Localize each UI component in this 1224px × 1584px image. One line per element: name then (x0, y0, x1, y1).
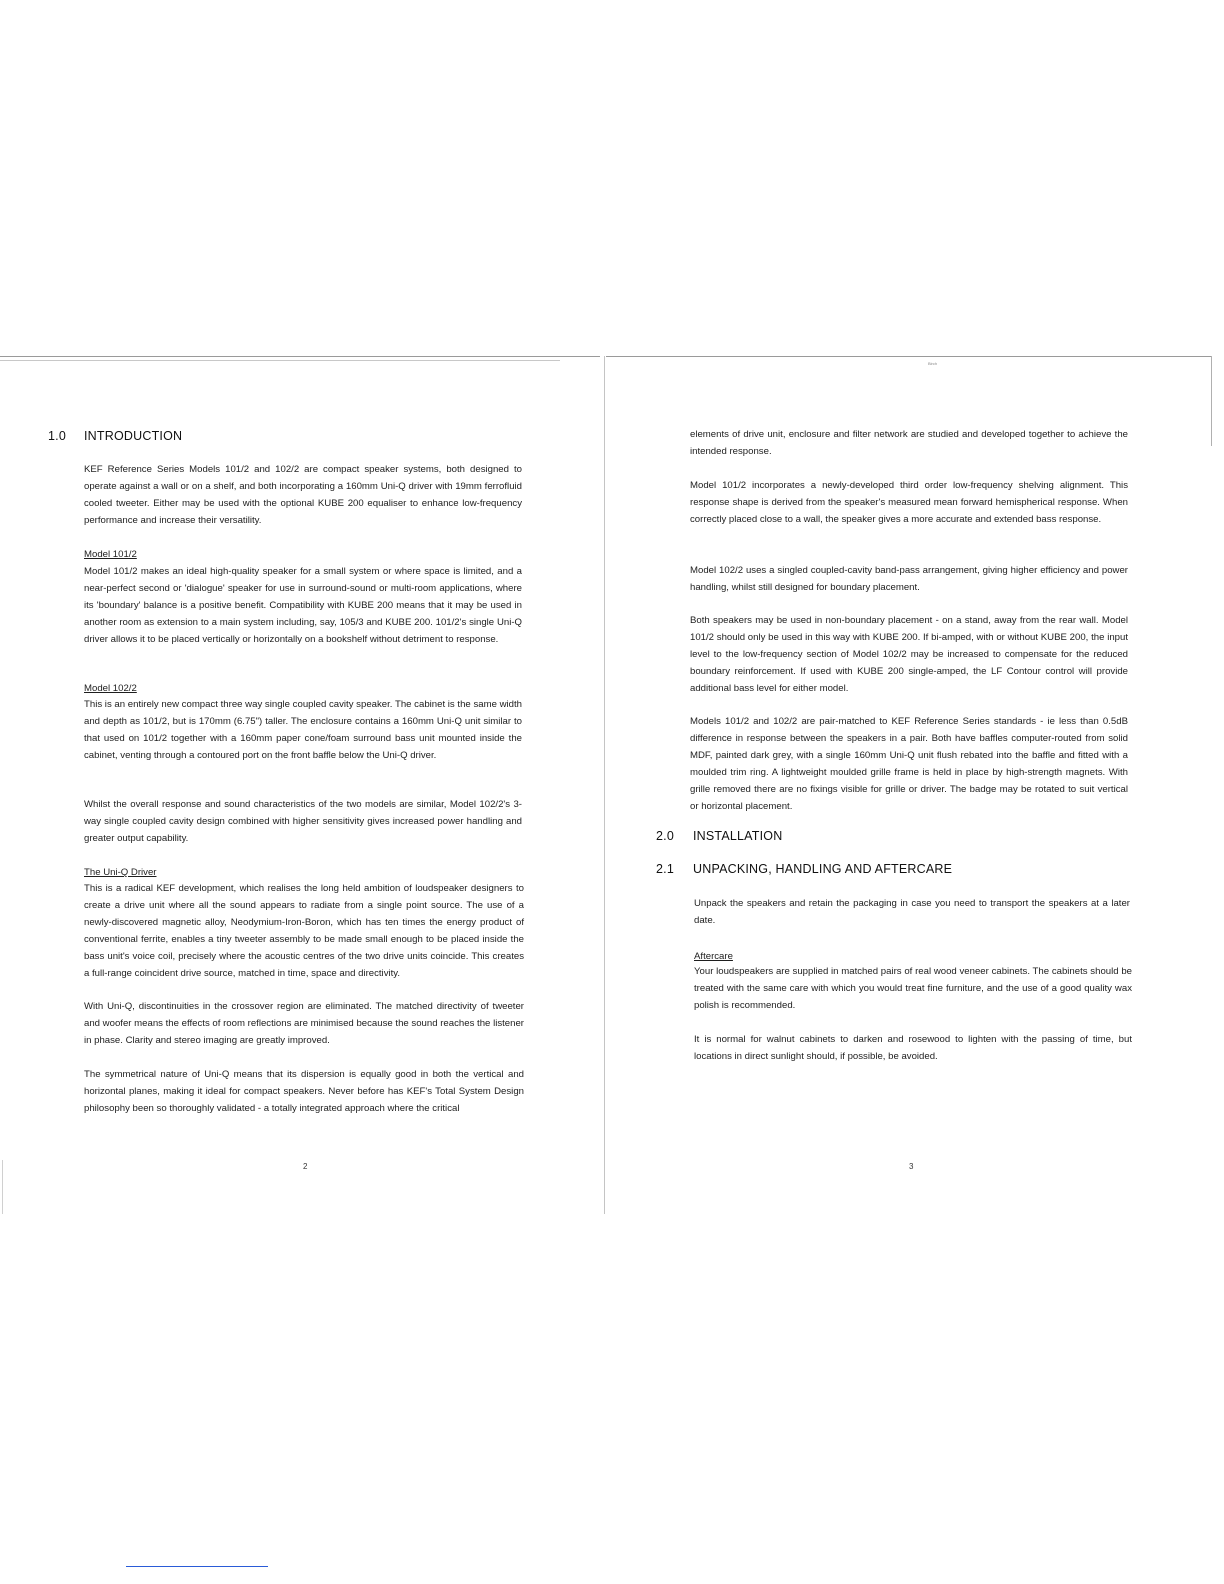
aftercare-paragraph: Your loudspeakers are supplied in matched pairs of real wood veneer cabinets. The cabinets should be treated with the same care with which you would treat fine furniture, and the use of a good quality wax polish is recommended. (694, 966, 1132, 1011)
section-number: 2.0 (656, 829, 674, 843)
uniq-driver-heading: The Uni-Q Driver (84, 867, 157, 878)
model-101-shelving-paragraph: Model 101/2 incorporates a newly-developed third order low-frequency shelving alignment. This response shape is derived from the speaker's measured mean forward hemispherical response. When correctly placed close to a wall, the speaker gives a more accurate and extended bass response. (690, 480, 1128, 525)
section-title: INSTALLATION (693, 829, 783, 843)
top-rule-left-secondary (0, 360, 560, 361)
aftercare-heading: Aftercare (694, 951, 733, 962)
model-102-bandpass-paragraph: Model 102/2 uses a singled coupled-cavity band-pass arrangement, giving higher efficiency and power handling, whilst still designed for boundary placement. (690, 565, 1128, 593)
whilst-paragraph: Whilst the overall response and sound characteristics of the two models are similar, Model 102/2's 3-way single coupled cavity design combined with higher sensitivity gives increased power handling and greater output capability. (84, 799, 522, 844)
page-spine (604, 356, 605, 1214)
left-page-edge (2, 1160, 3, 1214)
pair-matched-paragraph: Models 101/2 and 102/2 are pair-matched to KEF Reference Series standards - ie less than 0.5dB difference in response between the speakers in a pair. Both have baffles computer-routed from solid MDF, painted dark grey, with a single 160mm Uni-Q unit flush rebated into the baffle and fitted with a moulded trim ring. A lightweight moulded grille frame is held in place by high-strength magnets. With grille removed there are no fixings visible for grille or driver. The badge may be rotated to suit vertical or horizontal placement. (690, 716, 1128, 812)
walnut-paragraph: It is normal for walnut cabinets to darken and rosewood to lighten with the passing of time, but locations in direct sunlight should, if possible, be avoided. (694, 1034, 1132, 1062)
model-102-paragraph: This is an entirely new compact three way single coupled cavity speaker. The cabinet is the same width and depth as 101/2, but is 170mm (6.75") taller. The enclosure contains a 160mm Uni-Q unit similar to that used on 101/2 together with a 160mm paper cone/foam surround bass unit mounted inside the cabinet, venting through a contoured port on the front baffle below the Uni-Q driver. (84, 699, 522, 761)
section-number: 2.1 (656, 862, 674, 876)
bottom-link-underline (126, 1566, 268, 1567)
uniq-driver-paragraph: This is a radical KEF development, which realises the long held ambition of loudspeaker designers to create a drive unit where all the sound appears to radiate from a single point source. The use of a newly-discovered magnetic alloy, Neodymium-Iron-Boron, which has ten times the energy product of conventional ferrite, enables a tiny tweeter assembly to be made small enough to be placed inside the bass unit's voice coil, precisely where the acoustic centres of the two drive units coincide. This creates a full-range coincident drive source, matched in time, space and directivity. (84, 883, 524, 979)
model-101-heading: Model 101/2 (84, 549, 137, 560)
top-rule-left (0, 356, 600, 357)
page-number-left: 2 (303, 1162, 308, 1171)
scan-mark: Birch (928, 361, 938, 366)
section-number: 1.0 (48, 429, 66, 443)
both-speakers-paragraph: Both speakers may be used in non-boundary placement - on a stand, away from the rear wall. Model 101/2 should only be used in this way with KUBE 200. If bi-amped, with or without KUBE 200, the input level to the low-frequency section of Model 102/2 may be increased to compensate for the reduced boundary reinforcement. If used with KUBE 200 single-amped, the LF Contour control will provide additional bass level for either model. (690, 615, 1128, 694)
top-rule-right (606, 356, 1212, 357)
with-uniq-paragraph: With Uni-Q, discontinuities in the crossover region are eliminated. The matched directivity of tweeter and woofer means the effects of room reflections are minimised because the sound reaches the listener in phase. Clarity and stereo imaging are greatly improved. (84, 1001, 524, 1046)
continuation-paragraph: elements of drive unit, enclosure and filter network are studied and developed together to achieve the intended response. (690, 429, 1128, 457)
right-page-edge (1211, 356, 1212, 446)
page-number-right: 3 (909, 1162, 914, 1171)
model-102-heading: Model 102/2 (84, 683, 137, 694)
symmetrical-paragraph: The symmetrical nature of Uni-Q means that its dispersion is equally good in both the vertical and horizontal planes, making it ideal for compact speakers. Never before has KEF's Total System Design philosophy been so thoroughly validated - a totally integrated approach where the critical (84, 1069, 524, 1114)
section-title: UNPACKING, HANDLING AND AFTERCARE (693, 862, 953, 876)
section-title: INTRODUCTION (84, 429, 183, 443)
intro-paragraph: KEF Reference Series Models 101/2 and 102/2 are compact speaker systems, both designed to operate against a wall or on a shelf, and both incorporating a 160mm Uni-Q driver with 19mm ferrofluid cooled tweeter. Either may be used with the optional KUBE 200 equaliser to enhance low-frequency performance and increase their versatility. (84, 464, 522, 526)
model-101-paragraph: Model 101/2 makes an ideal high-quality speaker for a small system or where space is limited, and a near-perfect second or 'dialogue' speaker for use in surround-sound or multi-room applications, where its 'boundary' balance is a positive benefit. Compatibility with KUBE 200 means that it may be used in another room as extension to a main system including, say, 105/3 and KUBE 200. 101/2's single Uni-Q driver allows it to be placed vertically or horizontally on a bookshelf without detriment to response. (84, 566, 522, 645)
unpack-paragraph: Unpack the speakers and retain the packaging in case you need to transport the speakers at a later date. (694, 898, 1130, 926)
